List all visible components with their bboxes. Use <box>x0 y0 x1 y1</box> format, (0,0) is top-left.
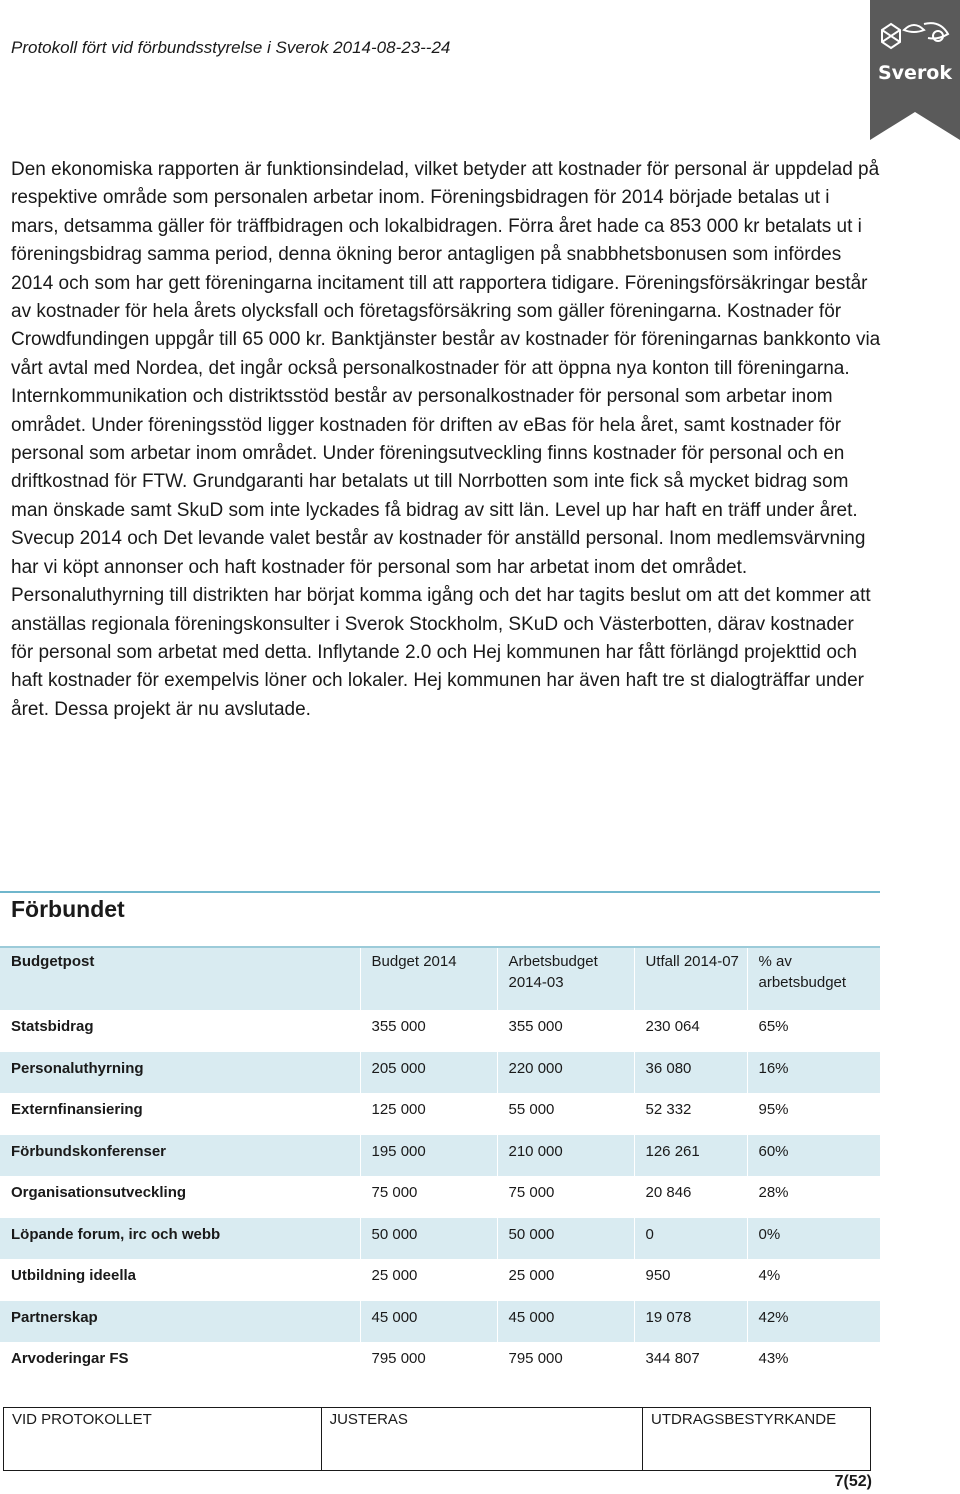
table-cell: 950 <box>634 1259 747 1301</box>
signature-cell-certified: UTDRAGSBESTYRKANDE <box>643 1408 871 1471</box>
table-cell: 4% <box>747 1259 880 1301</box>
table-cell: 25 000 <box>360 1259 497 1301</box>
column-header: Budgetpost <box>11 953 95 970</box>
table-row <box>0 1176 880 1218</box>
table-cell: 45 000 <box>360 1301 497 1343</box>
table-cell: 50 000 <box>360 1218 497 1260</box>
table-row <box>0 1052 880 1094</box>
table-cell: Personaluthyrning <box>11 1059 144 1077</box>
table-cell: Förbundskonferenser <box>11 1142 167 1160</box>
table-cell: 205 000 <box>360 1052 497 1094</box>
table-row <box>0 1342 880 1384</box>
table-cell: Partnerskap <box>11 1308 98 1326</box>
table-row <box>0 1218 880 1260</box>
section-divider <box>0 891 880 893</box>
table-cell: 20 846 <box>634 1176 747 1218</box>
table-cell: 355 000 <box>497 1010 634 1052</box>
table-cell: 220 000 <box>497 1052 634 1094</box>
table-row <box>0 1093 880 1135</box>
table-cell: 50 000 <box>497 1218 634 1260</box>
table-cell: 65% <box>747 1010 880 1052</box>
table-cell: 19 078 <box>634 1301 747 1343</box>
table-cell: 0 <box>634 1218 747 1260</box>
column-header: Arbetsbudget 2014-03 <box>497 947 634 1010</box>
table-cell: Arvoderingar FS <box>11 1350 129 1367</box>
table-row <box>0 1010 880 1052</box>
table-cell: 126 261 <box>634 1135 747 1177</box>
table-cell: 16% <box>747 1052 880 1094</box>
table-cell: Utbildning ideella <box>11 1267 137 1284</box>
table-header-row <box>0 947 880 1010</box>
table-cell: 28% <box>747 1176 880 1218</box>
table-cell: Statsbidrag <box>11 1018 94 1035</box>
table-cell: 0% <box>747 1218 880 1260</box>
body-text <box>11 156 881 724</box>
body-paragraph: Den ekonomiska rapporten är funktionsindelad, vilket betyder att kostnader för personal är uppdelad på respektive område som personalen arbetar inom. Föreningsbidragen för 2014 började betalas ut i mars, detsamma gäller för träffbidragen och lokalbidragen. Förra året hade ca 853 000 kr betalats ut i föreningsbidrag samma period, denna ökning beror antagligen på snabbhetsbonusen som infördes 2014 och som har gett föreningarna incitament till att rapportera tidigare. Föreningsförsäkringar består av kostnader för hela årets olycksfall och företagsförsäkring som gäller föreningarna. Kostnader för Crowdfundingen uppgår till 65 000 kr. Banktjänster består av kostnader för föreningarnas bankkonto via vårt avtal med Nordea, det ingår också personalkostnader för att öppna nya konton till föreningarna. Internkommunikation och distriktsstöd består av personalkostnader för personal som arbetar inom området. Under föreningsstöd ligger kostnaden för driften av eBas för hela året, samt kostnader för personal som arbetar inom området. Under föreningsutveckling finns kostnader för personal och en driftkostnad för FTW. Grundgaranti har betalats ut till Norrbotten som inte fick så mycket bidrag som man önskade samt SkuD som inte lyckades få bidrag av sitt län. Level up har haft en träff under året. Svecup 2014 och Det levande valet består av kostnader för anställd personal. Inom medlemsvärvning har vi köpt annonser och haft kostnader för personal som har arbetat inom det området. Personaluthyrning till distrikten har börjat komma igång och det har tagits beslut om att det kommer att anställas regionala föreningskonsulter i Sverok Stockholm, SKuD och Västerbotten, därav kostnader för personal som arbetat med detta. Inflytande 2.0 och Hej kommunen har fått förlängd projekttid och haft kostnader för exempelvis löner och lokaler. Hej kommunen har även haft tre st dialogträffar under året. Dessa projekt är nu avslutade. <box>11 159 881 720</box>
signature-cell-adjusted: JUSTERAS <box>321 1408 642 1471</box>
document-header: Protokoll fört vid förbundsstyrelse i Sverok 2014-08-23--24 <box>11 38 451 57</box>
budget-table <box>0 946 880 1384</box>
table-cell: 52 332 <box>634 1093 747 1135</box>
table-cell: Löpande forum, irc och webb <box>11 1225 221 1243</box>
page-number: 7(52) <box>834 1473 872 1490</box>
table-cell: 125 000 <box>360 1093 497 1135</box>
logo-text: Sverok <box>877 62 952 84</box>
table-row <box>0 1301 880 1343</box>
table-cell: 195 000 <box>360 1135 497 1177</box>
sverok-logo <box>870 0 960 140</box>
section-title: Förbundet <box>11 896 125 922</box>
table-cell: 210 000 <box>497 1135 634 1177</box>
signature-table <box>3 1407 871 1471</box>
table-cell: 355 000 <box>360 1010 497 1052</box>
table-cell: Externfinansiering <box>11 1101 143 1118</box>
column-header: Utfall 2014-07 <box>634 947 747 1010</box>
table-cell: 75 000 <box>360 1176 497 1218</box>
table-cell: 95% <box>747 1093 880 1135</box>
table-cell: 344 807 <box>634 1342 747 1384</box>
table-cell: Organisationsutveckling <box>11 1184 187 1201</box>
table-row <box>0 1259 880 1301</box>
signature-cell-protocol: VID PROTOKOLLET <box>4 1408 322 1471</box>
table-cell: 60% <box>747 1135 880 1177</box>
table-cell: 36 080 <box>634 1052 747 1094</box>
table-cell: 43% <box>747 1342 880 1384</box>
column-header: Budget 2014 <box>360 947 497 1010</box>
table-cell: 75 000 <box>497 1176 634 1218</box>
table-cell: 795 000 <box>497 1342 634 1384</box>
table-cell: 55 000 <box>497 1093 634 1135</box>
table-row <box>0 1135 880 1177</box>
table-cell: 45 000 <box>497 1301 634 1343</box>
column-header: % av arbetsbudget <box>747 947 880 1010</box>
table-cell: 795 000 <box>360 1342 497 1384</box>
table-cell: 25 000 <box>497 1259 634 1301</box>
table-cell: 230 064 <box>634 1010 747 1052</box>
table-cell: 42% <box>747 1301 880 1343</box>
